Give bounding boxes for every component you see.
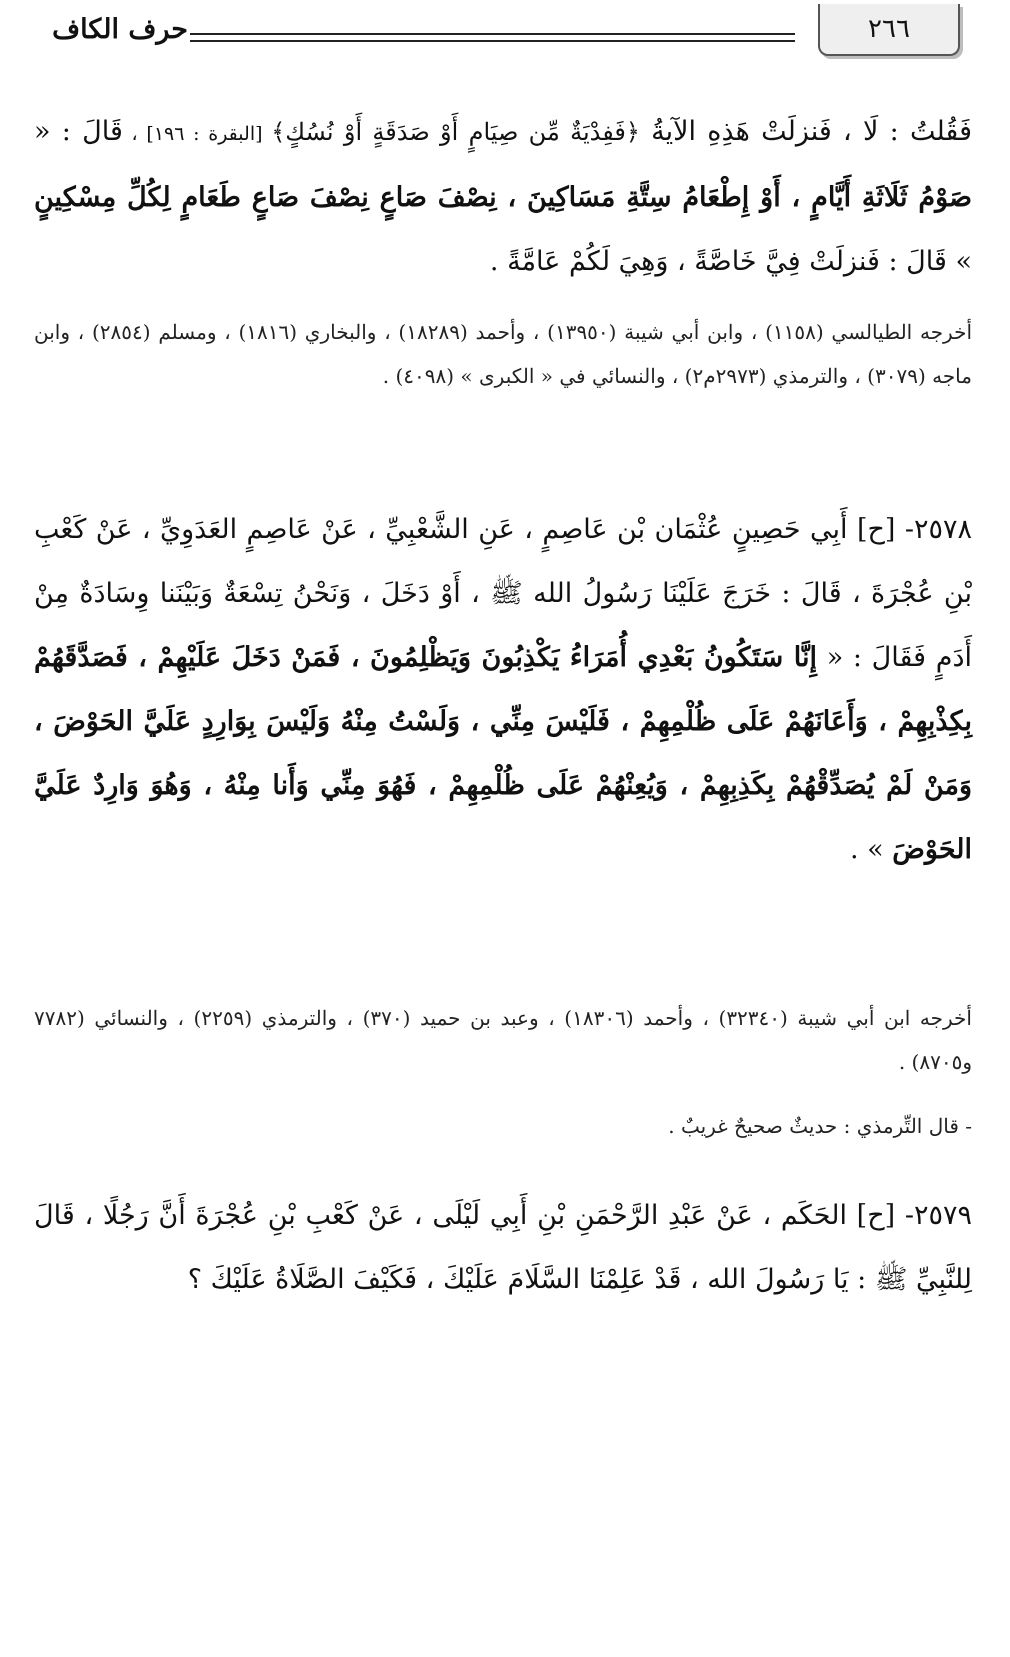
takhrij-note: أخرجه الطيالسي (١١٥٨) ، وابن أبي شيبة (١٣٩٥٠) ، وأحمد (١٨٢٨٩) ، والبخاري (١٨١٦) ، ومسلم (٢٨٥٤) ، وابن ماجه (٣٠٧٩) ، والترمذي (٢٩٧٣م٢) ، والنسائي في « الكبرى » (٤٠٩٨) . xyxy=(34,320,973,388)
header-rule xyxy=(190,33,795,42)
text-run: قَالَ : « xyxy=(34,116,123,147)
chapter-title: حرف الكاف xyxy=(52,14,188,45)
grading-note: - قال التِّرمذي : حديثٌ صحيحٌ غريبٌ . xyxy=(668,1114,972,1138)
isnad: [ح] أَبِي حَصِينٍ عُثْمَان بْن عَاصِمٍ ، عَنِ الشَّعْبِيِّ ، عَنْ عَاصِمٍ العَدَوِيِّ ، عَنْ كَعْبِ بْنِ عُجْرَةَ ، قَالَ : خَرَجَ عَلَيْنَا رَسُولُ الله ﷺ ، أَوْ دَخَلَ ، وَنَحْنُ تِسْعَةٌ وَبَيْنَنا وِسَادَةٌ مِنْ أَدَمٍ فَقَالَ : « xyxy=(34,514,972,673)
takhrij-note: أخرجه ابن أبي شيبة (٣٢٣٤٠) ، وأحمد (١٨٣٠٦) ، وعبد بن حميد (٣٧٠) ، والترمذي (٢٢٥٩) ، والنسائي (٧٧٨٢ و٨٧٠٥) . xyxy=(34,1006,972,1074)
text-run: » . xyxy=(849,834,893,865)
text-run: فَقُلتُ : لَا ، فَنزلَتْ هَذِهِ الآيةُ xyxy=(639,116,972,147)
verse-reference: [البقرة : ١٩٦] ، xyxy=(122,123,272,145)
prophetic-saying: إِنَّا سَتَكُونُ بَعْدِي أُمَرَاءُ يَكْذِبُونَ وَيَظْلِمُونَ ، فَمَنْ دَخَلَ عَلَيْهِمْ ، فَصَدَّقَهُمْ بِكِذْبِهِمْ ، وَأَعَانَهُمْ عَلَى ظُلْمِهِمْ ، فَلَيْسَ مِنِّي ، وَلَسْتُ مِنْهُ وَلَيْسَ بِوَارِدٍ عَلَيَّ الحَوْضَ ، وَمَنْ لَمْ يُصَدِّقْهُمْ بِكَذِبِهِمْ ، وَيُعِنْهُمْ عَلَى ظُلْمِهِمْ ، فَهُوَ مِنِّي وَأَنا مِنْهُ ، وَهُوَ وَارِدٌ عَلَيَّ الحَوْضَ xyxy=(34,642,972,865)
page-number: ٢٦٦ xyxy=(868,14,910,44)
hadith-2579 xyxy=(34,1184,972,1312)
hadith-2578 xyxy=(34,498,972,882)
hadith-number: ٢٥٧٨- xyxy=(904,514,972,545)
quran-verse: ﴿فَفِدْيَةٌ مِّن صِيَامٍ أَوْ صَدَقَةٍ أَوْ نُسُكٍ﴾ xyxy=(271,118,640,146)
page-number-tab xyxy=(818,4,960,56)
prophetic-saying: صَوْمُ ثَلَاثَةِ أَيَّامٍ ، أَوْ إِطْعَامُ سِتَّةِ مَسَاكِينَ ، نِصْفَ صَاعٍ نِصْفَ صَاعٍ طَعَامٍ لِكُلِّ مِسْكِينٍ xyxy=(34,182,972,213)
hadith-continuation xyxy=(34,100,972,294)
text-run: » قَالَ : فَنزلَتْ فِيَّ خَاصَّةً ، وَهِيَ لَكُمْ عَامَّةً . xyxy=(489,246,972,277)
hadith-text: [ح] الحَكَم ، عَنْ عَبْدِ الرَّحْمَنِ بْنِ أَبِي لَيْلَى ، عَنْ كَعْبِ بْنِ عُجْرَةَ أَنَّ رَجُلًا ، قَالَ لِلنَّبِيِّ ﷺ : يَا رَسُولَ الله ، قَدْ عَلِمْنَا السَّلَامَ عَلَيْكَ ، فَكَيْفَ الصَّلَاةُ عَلَيْكَ ؟ xyxy=(34,1200,972,1295)
hadith-number: ٢٥٧٩- xyxy=(904,1200,972,1231)
page-header xyxy=(0,0,1010,60)
